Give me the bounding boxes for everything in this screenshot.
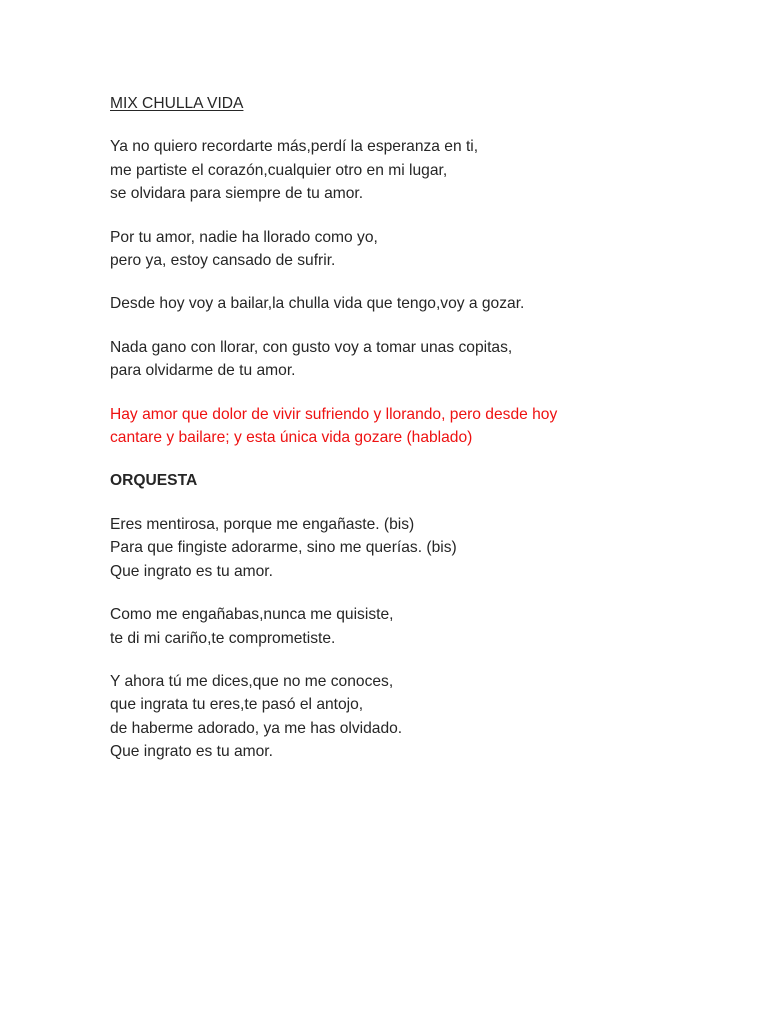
lyric-line: Por tu amor, nadie ha llorado como yo, [110,228,378,246]
lyric-line: Que ingrato es tu amor. [110,562,273,580]
stanza-4 [110,336,710,383]
spoken-line: cantare y bailare; y esta única vida gozare (hablado) [110,429,473,447]
lyric-line: se olvidara para siempre de tu amor. [110,185,364,203]
lyric-line: Nada gano con llorar, con gusto voy a tomar unas copitas, [110,338,513,356]
lyric-line: Como me engañabas,nunca me quisiste, [110,606,394,624]
lyrics-body [110,92,710,784]
lyric-line: te di mi cariño,te comprometiste. [110,629,336,647]
stanza-7 [110,670,710,764]
spoken-passage [110,403,710,450]
lyric-line: me partiste el corazón,cualquier otro en mi lugar, [110,161,448,179]
lyric-line: pero ya, estoy cansado de sufrir. [110,252,336,270]
lyric-line: para olvidarme de tu amor. [110,362,296,380]
lyric-line: Eres mentirosa, porque me engañaste. (bis) [110,515,415,533]
lyric-line: Para que fingiste adorarme, sino me querías. (bis) [110,539,457,557]
lyric-line: que ingrata tu eres,te pasó el antojo, [110,696,364,714]
spoken-line: Hay amor que dolor de vivir sufriendo y llorando, pero desde hoy [110,405,558,423]
lyric-line: Ya no quiero recordarte más,perdí la esperanza en ti, [110,138,479,156]
lyric-line: Que ingrato es tu amor. [110,743,273,761]
lyric-line: Desde hoy voy a bailar,la chulla vida que tengo,voy a gozar. [110,295,525,313]
lyric-line: de haberme adorado, ya me has olvidado. [110,719,403,737]
stanza-5 [110,513,710,583]
lyric-line: Y ahora tú me dices,que no me conoces, [110,672,394,690]
stanza-6 [110,603,710,650]
stanza-1 [110,135,710,205]
stanza-2 [110,226,710,273]
stanza-3 [110,292,710,315]
section-heading-orquesta: ORQUESTA [110,472,198,490]
song-title: MIX CHULLA VIDA [110,95,244,112]
